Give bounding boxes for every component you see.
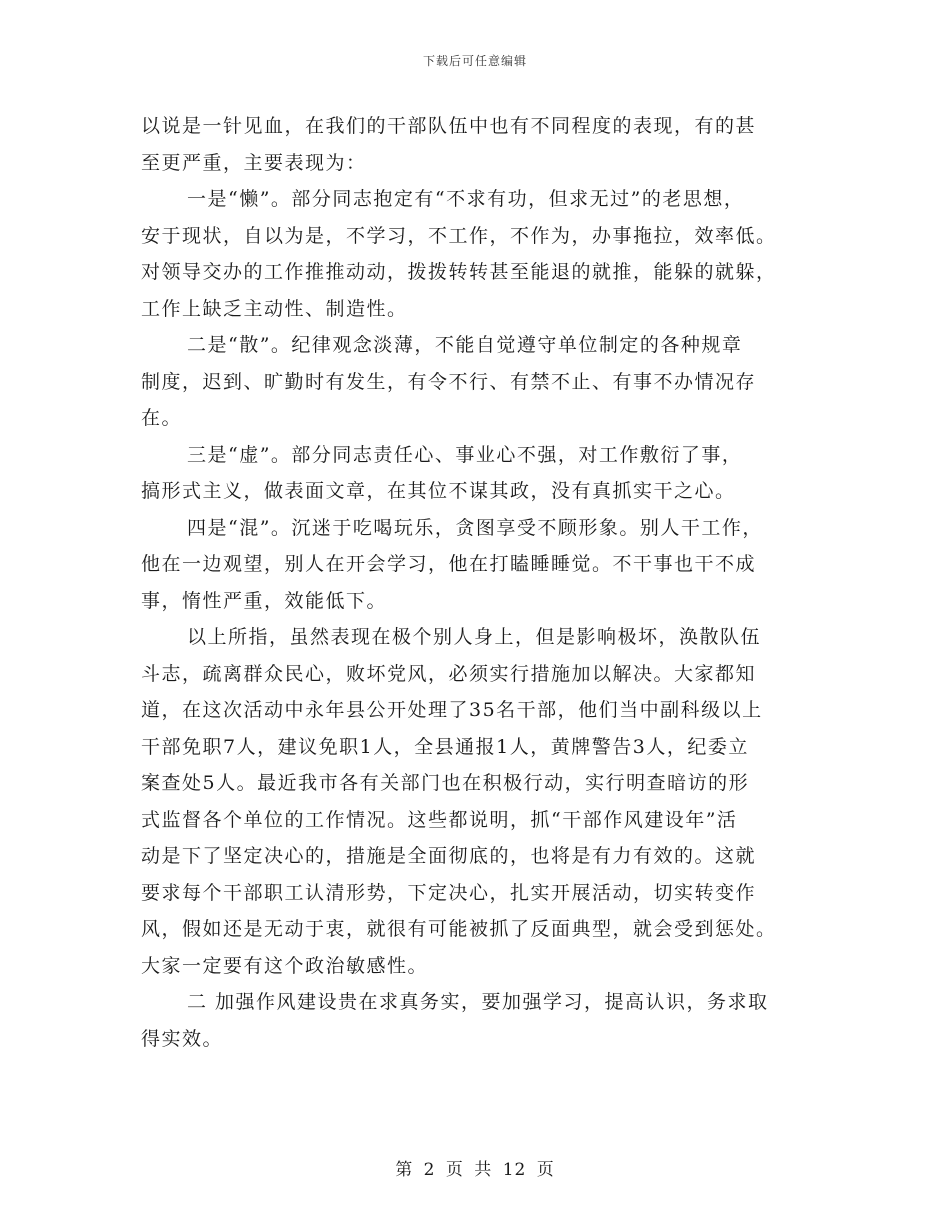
text-line: 以说是一针见血，在我们的干部队伍中也有不同程度的表现，有的甚 — [141, 115, 757, 137]
text-line: 工作上缺乏主动性、制造性。 — [141, 297, 408, 320]
text-line: 制度，迟到、旷勤时有发生，有令不行、有禁不止、有事不办情况存 — [141, 370, 757, 393]
paragraph-start-line: 以上所指，虽然表现在极个别人身上，但是影响极坏，涣散队伍 — [187, 626, 762, 648]
text-line: 至更严重，主要表现为： — [141, 151, 367, 174]
text-line: 案查处5人。最近我市各有关部门也在积极行动，实行明查暗访的形 — [141, 772, 750, 794]
page-number-footer: 第 2 页 共 12 页 — [395, 1160, 555, 1180]
text-line: 式监督各个单位的工作情况。这些都说明，抓“干部作风建设年”活 — [141, 808, 738, 831]
paragraph-start-line: 二是“散”。纪律观念淡薄，不能自觉遵守单位制定的各种规章 — [187, 334, 743, 356]
text-line: 大家一定要有这个政治敏感性。 — [141, 954, 429, 977]
text-line: 得实效。 — [141, 1027, 224, 1050]
text-line: 他在一边观望，别人在开会学习，他在打瞌睡睡觉。不干事也干不成 — [141, 553, 757, 575]
text-line: 斗志，疏离群众民心，败坏党风，必须实行措施加以解决。大家都知 — [141, 662, 757, 685]
paragraph-start-line: 四是“混”。沉迷于吃喝玩乐，贪图享受不顾形象。别人干工作， — [187, 516, 763, 539]
text-line: 干部免职7人，建议免职1人，全县通报1人，黄牌警告3人，纪委立 — [141, 735, 749, 758]
text-line: 要求每个干部职工认清形势，下定决心，扎实开展活动，切实转变作 — [141, 881, 757, 904]
text-line: 事，惰性严重，效能低下。 — [141, 589, 388, 612]
page-header: 下载后可任意编辑 — [422, 54, 527, 68]
text-line: 在。 — [141, 407, 183, 429]
text-line: 对领导交办的工作推推动动，拨拨转转甚至能退的就推，能躲的就躲， — [141, 261, 777, 283]
paragraph-start-line: 三是“虚”。部分同志责任心、事业心不强，对工作敷衍了事， — [187, 443, 743, 466]
text-line: 动是下了坚定决心的，措施是全面彻底的，也将是有力有效的。这就 — [141, 845, 757, 867]
paragraph-start-line: 一是“懒”。部分同志抱定有“不求有功，但求无过”的老思想， — [187, 188, 745, 210]
text-line: 道，在这次活动中永年县公开处理了35名干部，他们当中副科级以上 — [141, 699, 763, 721]
text-line: 风，假如还是无动于衷，就很有可能被抓了反面典型，就会受到惩处。 — [141, 918, 777, 940]
text-line: 安于现状，自以为是，不学习，不工作，不作为，办事拖拉，效率低。 — [141, 224, 777, 247]
text-line: 搞形式主义，做表面文章，在其位不谋其政，没有真抓实干之心。 — [141, 480, 736, 502]
paragraph-start-line: 二 加强作风建设贵在求真务实，要加强学习，提高认识，务求取 — [187, 991, 769, 1013]
document-body — [141, 108, 811, 1057]
